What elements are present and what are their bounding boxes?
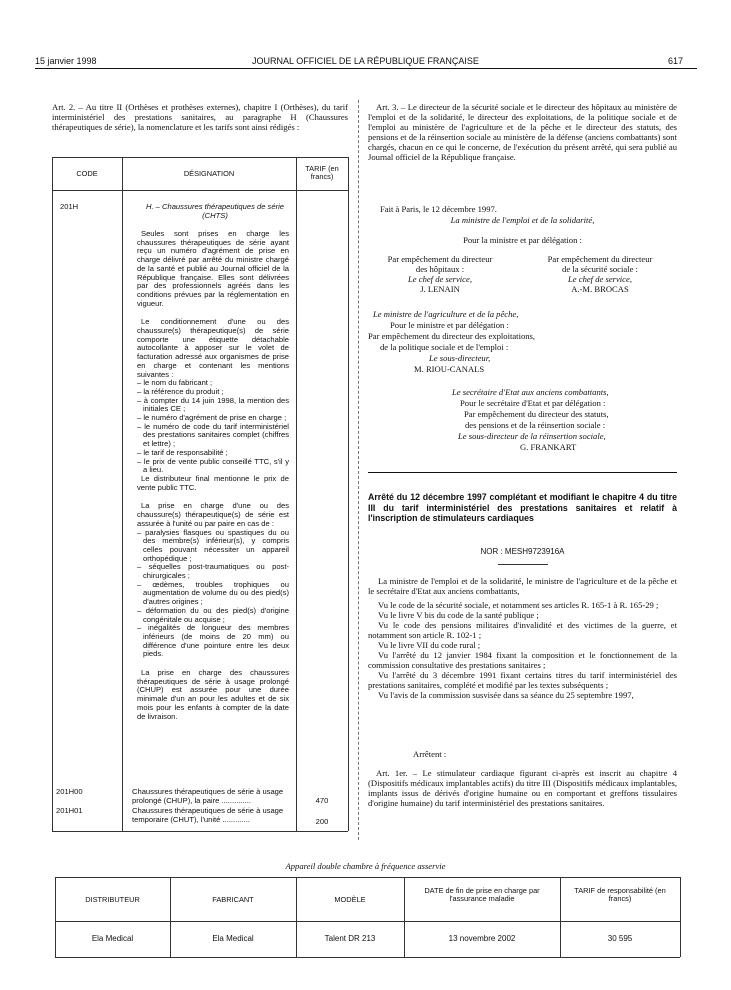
arrete-rule [368,472,677,473]
code-201H: 201H [60,202,79,211]
arrete-title: Arrêté du 12 décembre 1997 complétant et modifiant le chapitre 4 du titre III du tarif interministériel des prestations sanitaires et relatif à l'inscription de stimulateurs cardiaques [368,492,677,523]
emp-pensions: des pensions et de la réinsertion sociale : [465,420,606,430]
list-item: – œdèmes, troubles trophiques ou augmentation de volume du ou des pied(s) d'autres origines ; [137,579,289,607]
page-number: 617 [668,56,684,66]
art1-text: Art. 1er. – Le stimulateur cardiaque figurant ci-après est inscrit au chapitre 4 (Dispositifs médicaux implantables actifs) du titre III (Dispositifs médicaux implantables, implants issus de dérivés d'origine humaine ou en comportant et greffons tissulaires d'origine humaine) du tarif interministériel des prestations sanitaires. [368,768,677,808]
cell-distributeur: Ela Medical [91,934,134,943]
para-agrement: Seules sont prises en charge les chaussures thérapeutiques de série ayant reçu un numéro d'agrément de prise en charge délivré par arrêté du ministre chargé de la santé et publié au Journal officiel de la République française. Elles sont délivrées par des professionnels agréés dans les conditions prévues par la réglementation en vigueur. [137,229,289,308]
emp-statuts: Par empêchement du directeur des statuts, [464,409,609,419]
sous-directeur-reinsertion: Le sous-directeur de la réinsertion sociale, [458,431,606,441]
sig-securite-sociale: Par empêchement du directeur de la sécurité sociale : Le chef de service, A.-M. BROCAS [547,254,653,294]
col-header-designation: DÉSIGNATION [183,169,235,178]
col-modele: MODÈLE [334,895,366,904]
designation-block [137,230,289,721]
list-item: Vu l'avis de la commission susvisée dans sa séance du 25 septembre 1997, [378,690,634,700]
list-item: – la référence du produit ; [137,386,224,396]
fait-a-paris: Fait à Paris, le 12 décembre 1997. [380,204,497,214]
pour-le-secretaire: Pour le secrétaire d'Etat et par délégation : [460,398,606,408]
list-item: Vu le livre VII du code rural ; [378,640,481,650]
emp-politique-sociale: de la politique sociale et de l'emploi : [380,342,509,352]
ministre-emploi: La ministre de l'emploi et de la solidarité, [450,215,595,225]
para-distributeur: Le distributeur final mentionne le prix de vente public TTC. [137,473,289,492]
list-item: – le numéro de code du tarif interministériel des prestations sanitaires complet (chiffres et lettre) ; [137,421,289,449]
vus-list [368,600,677,700]
col-fabricant: FABRICANT [212,895,254,904]
list-item: – inégalités de longueur des membres inférieurs (de moins de 20 mm) ou différence d'une pointure entre les deux pieds. [137,623,289,659]
list-indications [137,529,289,660]
para-prise-en-charge: La prise en charge d'une ou des chaussure(s) thérapeutique(s) de série est assurée à l'unité ou par paire en cas de : [137,501,289,528]
list-item: Vu le code des pensions militaires d'invalidité et des victimes de la guerre, et notamment son article R. 102-1 ; [368,620,677,640]
col-tarif: TARIF de responsabilité (en francs) [574,886,666,903]
art2-intro: Art. 2. – Au titre II (Orthèses et prothèses externes), chapitre I (Orthèses), du tarif interministériel des prestations sanitaires, au paragraphe H (Chaussures thérapeutiques de série), la nomenclature et les tarifs sont ainsi rédigés : [52,102,348,132]
device-caption: Appareil double chambre à fréquence asservie [285,861,446,871]
col-header-code: CODE [76,169,98,178]
list-item: Vu l'arrêté du 3 décembre 1991 fixant certains titres du tarif interministériel des prestations sanitaires, complété et modifié par les textes subséquents ; [368,670,677,690]
desc-201H00: Chaussures thérapeutiques de série à usage prolongé (CHUP), la paire .............. [132,787,284,805]
code-201H00: 201H00 [56,787,83,796]
journal-title: JOURNAL OFFICIEL DE LA RÉPUBLIQUE FRANÇAISE [252,56,479,66]
list-item: Vu le livre V bis du code de la santé publique ; [378,610,539,620]
list-item: – déformation du ou des pied(s) d'origine congénitale ou acquise ; [137,605,289,624]
emp-exploitations: Par empêchement du directeur des exploitations, [368,331,536,341]
sous-directeur: Le sous-directeur, [429,353,491,363]
list-item: Vu l'arrêté du 12 janvier 1984 fixant la composition et le fonctionnement de la commission consultative des prestations sanitaires ; [368,650,677,670]
sig-hopitaux: Par empêchement du directeur des hôpitaux : Le chef de service, J. LENAIN [387,254,493,294]
col-date: DATE de fin de prise en charge par l'assurance maladie [424,886,540,903]
cell-date: 13 novembre 2002 [448,934,516,943]
pour-le-ministre: Pour le ministre et par délégation : [390,320,509,330]
arretent: Arrêtent : [413,749,447,759]
art3-text: Art. 3. – Le directeur de la sécurité sociale et le directeur des hôpitaux au ministère de l'emploi et de la solidarité, le directeur des exploitations, de la politique sociale et de l'emploi au ministère de l'agriculture et de la pêche et le directeur des statuts, des pensions et de la réinsertion sociale au ministère de la défense (anciens combattants) sont chargés, chacun en ce qui le concerne, de l'exécution du présent arrêté, qui sera publié au Journal officiel de la République française. [368,102,677,162]
secretaire-etat: Le secrétaire d'Etat aux anciens combattants, [452,387,609,397]
list-item: Vu le code de la sécurité sociale, et notamment ses articles R. 165-1 à R. 165-29 ; [378,600,659,610]
nor-number: NOR : MESH9723916A [480,547,565,556]
cell-fabricant: Ela Medical [212,934,254,943]
pour-la-ministre: Pour la ministre et par délégation : [463,235,582,245]
riou-canals: M. RIOU-CANALS [414,364,485,374]
list-item: – paralysies flasques ou spastiques du ou des membre(s) inférieur(s), y compris celles pouvant nécessiter un appareil orthopédique ; [137,527,289,563]
cell-tarif: 30 595 [607,934,633,943]
nor-rule [498,564,548,565]
section-title: H. – Chaussures thérapeutiques de série (CHTS) [145,202,285,220]
header-date: 15 janvier 1998 [35,56,97,66]
col-distributeur: DISTRIBUTEUR [85,895,140,904]
code-201H01: 201H01 [56,806,83,815]
list-item: – le nom du fabricant ; [137,378,213,388]
preamble: La ministre de l'emploi et de la solidarité, le ministre de l'agriculture et de la pêche et le secrétaire d'Etat aux anciens combattants, [368,576,677,596]
column-separator [358,100,359,840]
cell-modele: Talent DR 213 [324,934,376,943]
list-mentions [137,379,289,475]
para-chup: La prise en charge des chaussures thérapeutiques de série à usage prolongé (CHUP) est assurée pour une durée minimale d'un an pour les adultes et de six mois pour les enfants à compter de la date de livraison. [137,668,289,721]
list-item: – séquelles post-traumatiques ou post-chirurgicales ; [137,562,289,581]
desc-201H01: Chaussures thérapeutiques de série à usage temporaire (CHUT), l'unité ............. [132,806,284,824]
tarif-201H01: 200 [315,817,329,826]
list-item: – à compter du 14 juin 1998, la mention des initiales CE ; [137,395,289,414]
header-rule [35,68,697,69]
list-item: – le prix de vente public conseillé TTC, s'il y a lieu. [137,456,289,475]
para-conditionnement: Le conditionnement d'une ou des chaussure(s) thérapeutique(s) de série comporte une étiquette détachable autocollante à apposer sur le volet de facturation adressé aux organismes de prise en charge et contenant les mentions suivantes : [137,317,289,379]
frankart: G. FRANKART [520,442,577,452]
ministre-agriculture: Le ministre de l'agriculture et de la pêche, [373,309,519,319]
col-header-tarif: TARIF (en francs) [305,164,339,181]
list-item: – le numéro d'agrément de prise en charge ; [137,413,287,423]
list-item: – le tarif de responsabilité ; [137,447,228,457]
tarif-201H00: 470 [315,796,329,805]
